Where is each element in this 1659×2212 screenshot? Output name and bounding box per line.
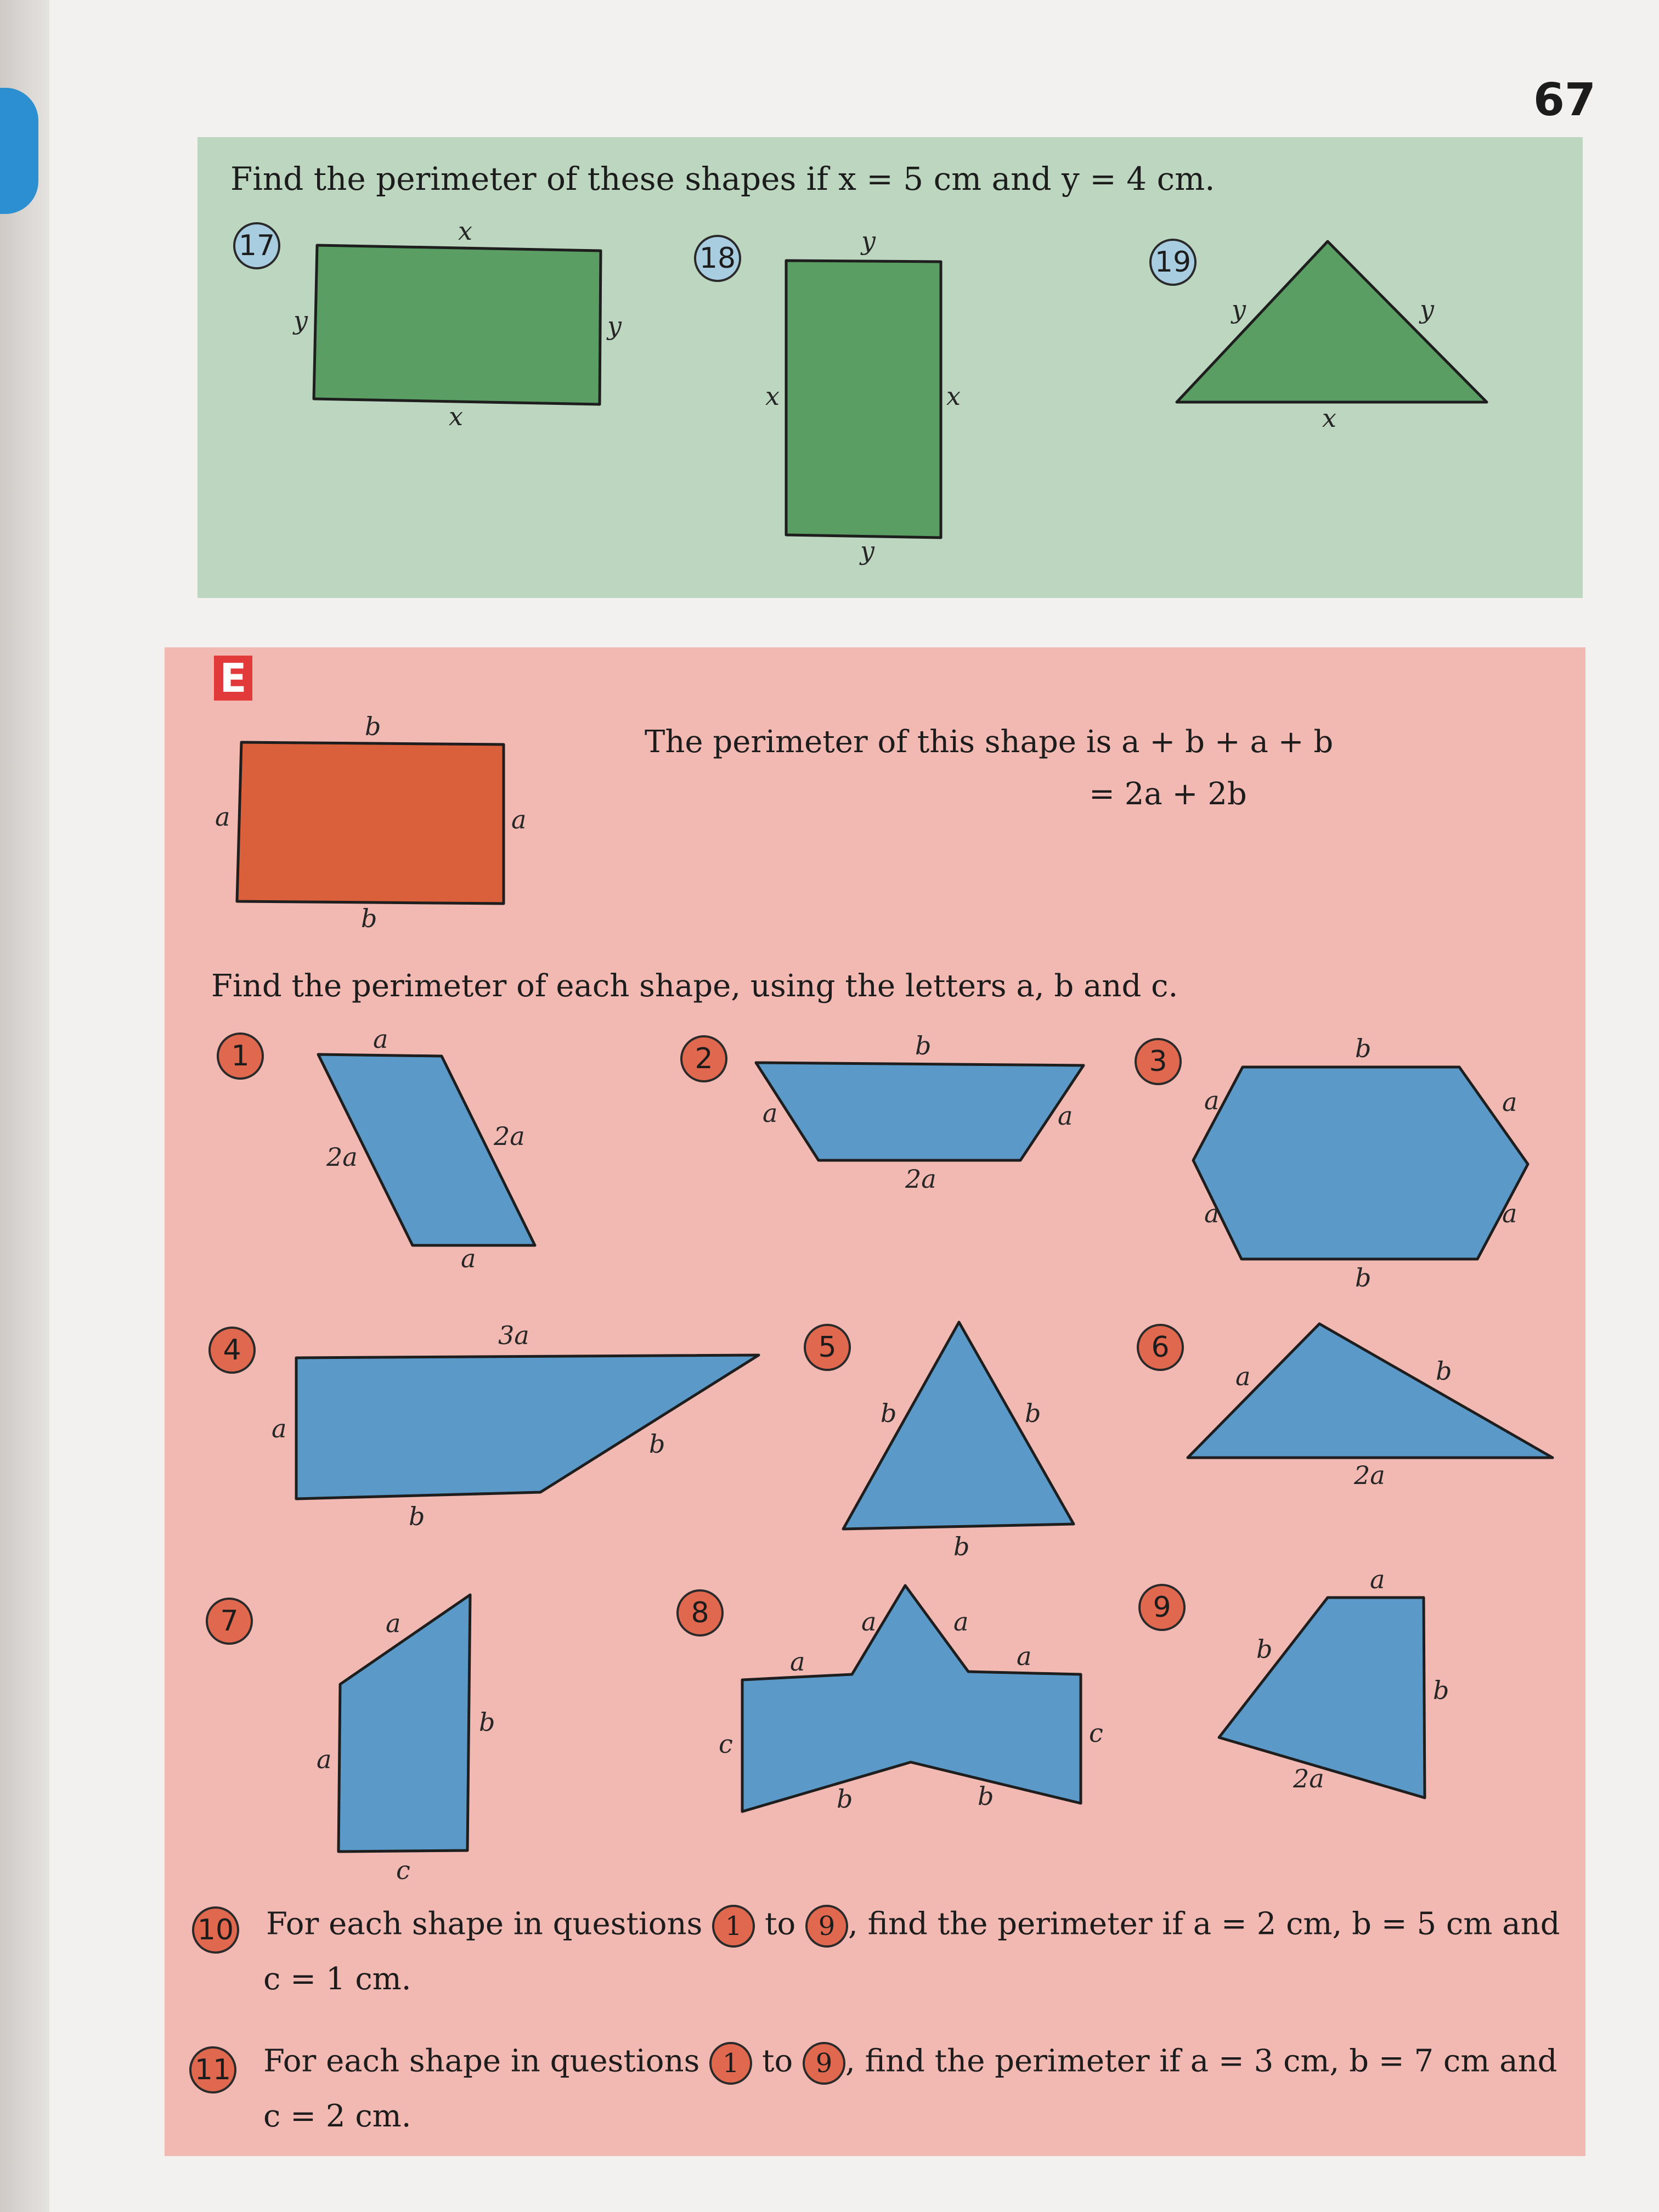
example-line-2: = 2a + 2b — [1089, 776, 1247, 812]
question-number-18: 18 — [694, 235, 741, 282]
q3-label: a — [1204, 1086, 1220, 1115]
example-rectangle — [237, 742, 504, 904]
q7-label: c — [396, 1855, 410, 1885]
q10-text-a: For each shape in questions — [266, 1906, 703, 1942]
q18-label: y — [861, 226, 876, 256]
question-number-8: 8 — [676, 1589, 724, 1637]
q11-ref-1: 1 — [709, 2042, 752, 2085]
question-number-2: 2 — [680, 1035, 727, 1082]
q5-label: b — [881, 1398, 897, 1428]
question-number-6: 6 — [1137, 1324, 1184, 1371]
q4-label: a — [272, 1414, 287, 1443]
q19-label: y — [1420, 295, 1434, 324]
q8-label: a — [1017, 1641, 1032, 1671]
q1-label: 2a — [326, 1142, 358, 1172]
q7-quadrilateral — [338, 1595, 470, 1852]
q3-label: a — [1204, 1199, 1220, 1228]
q8-label: a — [953, 1607, 969, 1637]
example-label: b — [365, 712, 381, 741]
q19-label: y — [1232, 295, 1246, 324]
section-e-badge: E — [214, 656, 252, 701]
question-number-3: 3 — [1135, 1038, 1182, 1085]
q2-trapezoid — [756, 1063, 1084, 1160]
question-number-7: 7 — [206, 1598, 253, 1645]
q9-label: b — [1433, 1675, 1449, 1705]
q17-rectangle — [314, 245, 601, 404]
q9-label: b — [1256, 1634, 1273, 1664]
q17-label: y — [607, 311, 622, 341]
q8-label: b — [978, 1781, 994, 1811]
q17-label: x — [458, 216, 472, 246]
q2-label: 2a — [905, 1164, 936, 1194]
q3-hexagon — [1193, 1067, 1528, 1259]
page-number: 67 — [1533, 74, 1596, 126]
question-11-line-2: c = 2 cm. — [263, 2098, 411, 2134]
question-10-line-2: c = 1 cm. — [263, 1961, 411, 1997]
q4-label: 3a — [498, 1321, 529, 1350]
q3-label: a — [1502, 1087, 1517, 1117]
q6-label: a — [1235, 1362, 1251, 1391]
q17-label: y — [294, 306, 308, 335]
example-label: b — [361, 904, 377, 933]
q9-label: a — [1370, 1565, 1385, 1594]
question-number-5: 5 — [804, 1324, 851, 1371]
question-number-10: 10 — [192, 1906, 239, 1954]
q1-label: 2a — [494, 1121, 525, 1151]
question-number-11: 11 — [189, 2046, 236, 2094]
q7-label: a — [317, 1745, 332, 1774]
q18-label: y — [860, 536, 874, 566]
q5-label: b — [953, 1532, 970, 1561]
q2-label: a — [763, 1098, 778, 1128]
q8-label: b — [837, 1784, 853, 1814]
q8-label: a — [861, 1607, 877, 1637]
q1-label: a — [373, 1024, 388, 1054]
section-e-instruction: Find the perimeter of each shape, using the letters a, b and c. — [211, 968, 1178, 1004]
example-line-1: The perimeter of this shape is a + b + a + b — [645, 724, 1334, 760]
q10-ref-1: 1 — [712, 1905, 755, 1948]
q2-label: a — [1058, 1101, 1073, 1131]
q3-label: b — [1355, 1263, 1372, 1293]
question-number-17: 17 — [233, 222, 280, 269]
q2-label: b — [915, 1031, 932, 1060]
q7-label: a — [386, 1609, 401, 1638]
example-label: a — [215, 802, 230, 832]
q11-text-b: , find the perimeter if a = 3 cm, b = 7 cm and — [845, 2043, 1558, 2079]
q1-label: a — [461, 1244, 476, 1273]
q6-label: b — [1436, 1356, 1452, 1386]
question-number-1: 1 — [217, 1032, 264, 1080]
q3-label: b — [1355, 1034, 1372, 1063]
q19-label: x — [1322, 403, 1336, 433]
q8-label: c — [719, 1729, 733, 1759]
q11-text-a: For each shape in questions — [263, 2043, 700, 2079]
q18-label: x — [765, 381, 780, 411]
q11-to: to — [761, 2043, 793, 2079]
q8-label: a — [790, 1647, 805, 1677]
q8-label: c — [1089, 1718, 1103, 1748]
question-11-line-1 — [263, 2042, 1558, 2085]
q19-triangle — [1177, 241, 1487, 402]
q4-trapezoid — [296, 1355, 759, 1499]
q9-label: 2a — [1293, 1764, 1324, 1793]
question-number-4: 4 — [208, 1327, 256, 1374]
q3-label: a — [1502, 1199, 1517, 1228]
q17-label: x — [449, 402, 463, 431]
q18-rectangle — [786, 261, 941, 538]
q18-label: x — [946, 381, 961, 411]
q10-ref-9: 9 — [805, 1905, 848, 1948]
question-number-19: 19 — [1149, 239, 1197, 286]
q6-label: 2a — [1354, 1460, 1385, 1490]
q5-label: b — [1025, 1398, 1041, 1428]
q10-to: to — [764, 1906, 796, 1942]
q4-label: b — [409, 1502, 425, 1531]
q11-ref-9: 9 — [803, 2042, 845, 2085]
q7-label: b — [479, 1707, 495, 1737]
question-number-9: 9 — [1138, 1584, 1186, 1631]
green-instruction: Find the perimeter of these shapes if x = 5 cm and y = 4 cm. — [230, 160, 1215, 198]
q8-composite-shape — [742, 1585, 1081, 1812]
example-label: a — [511, 805, 527, 834]
q10-text-b: , find the perimeter if a = 2 cm, b = 5 cm and — [848, 1906, 1560, 1942]
question-10-line-1 — [266, 1905, 1560, 1948]
q4-label: b — [649, 1429, 665, 1459]
